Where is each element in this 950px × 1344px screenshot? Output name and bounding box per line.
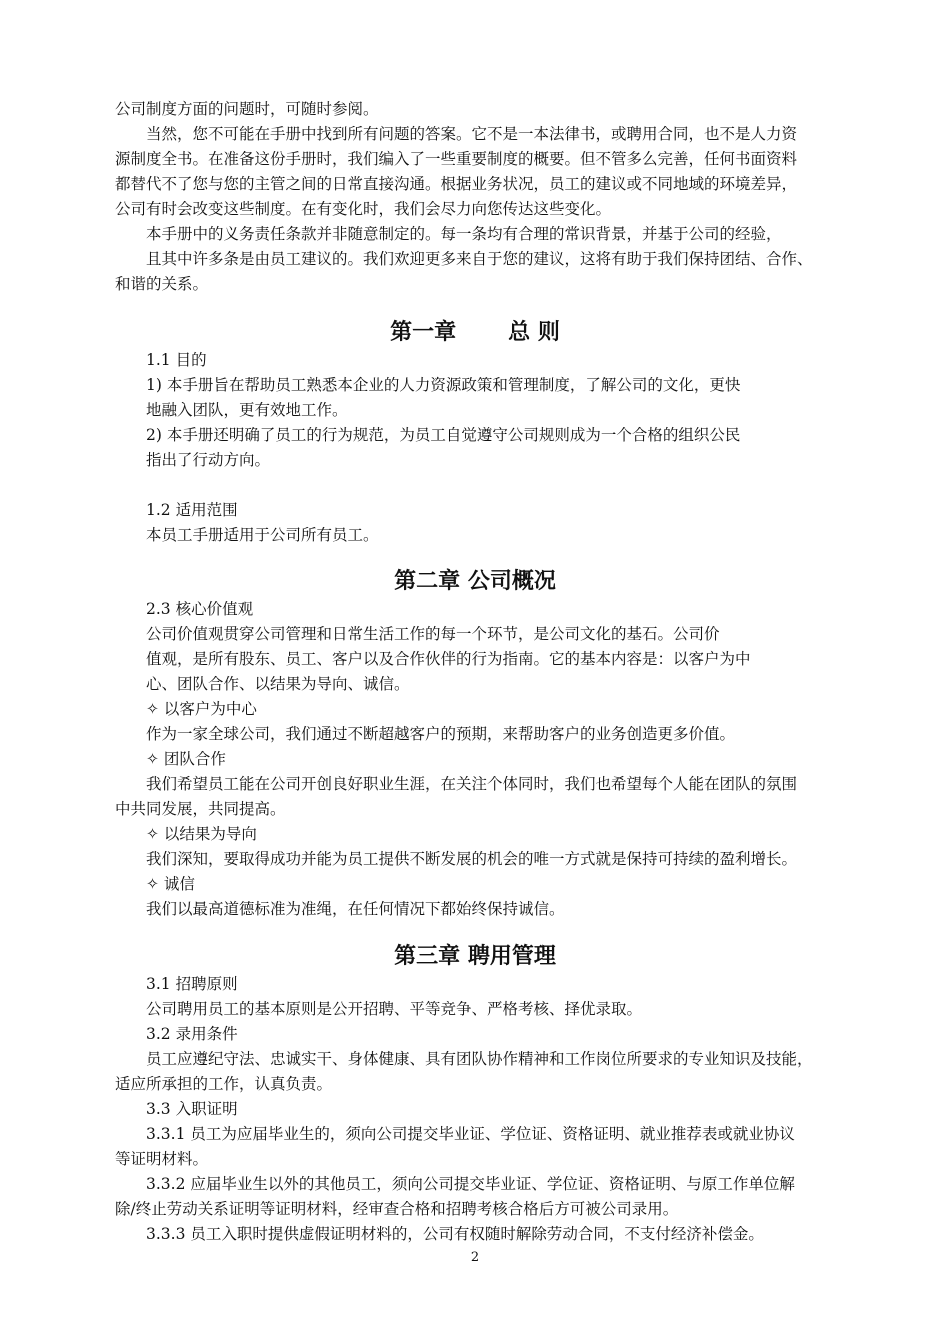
paragraph-line: 1) 本手册旨在帮助员工熟悉本企业的人力资源政策和管理制度，了解公司的文化，更快: [146, 376, 741, 394]
intro-line: 和谐的关系。: [115, 275, 209, 293]
paragraph-line: 地融入团队，更有效地工作。: [146, 401, 348, 419]
intro-line: 公司有时会改变这些制度。在有变化时，我们会尽力向您传达这些变化。: [115, 200, 612, 218]
section-heading: 1.2 适用范围: [146, 501, 238, 519]
chapter-1-name: 总 则: [508, 320, 560, 345]
intro-line: 都替代不了您与您的主管之间的日常直接沟通。根据业务状况，员工的建议或不同地域的环境差异，: [115, 175, 798, 193]
paragraph-line: 作为一家全球公司，我们通过不断超越客户的预期，来帮助客户的业务创造更多价值。: [146, 725, 736, 743]
paragraph-line: 指出了行动方向。: [146, 451, 271, 469]
chapter-1-number: 第一章: [390, 320, 457, 345]
paragraph-line: 我们深知，要取得成功并能为员工提供不断发展的机会的唯一方式就是保持可持续的盈利增长。: [146, 850, 798, 868]
section-heading: 1.1 目的: [146, 351, 207, 369]
paragraph-line: 3.3.1 员工为应届毕业生的，须向公司提交毕业证、学位证、资格证明、就业推荐表或就业协议: [146, 1125, 795, 1143]
intro-line: 当然，您不可能在手册中找到所有问题的答案。它不是一本法律书，或聘用合同，也不是人力资: [146, 125, 798, 143]
paragraph-line: 除/终止劳动关系证明等证明材料，经审查合格和招聘考核合格后方可被公司录用。: [115, 1200, 679, 1218]
chapter-3-heading: 第三章 聘用管理: [394, 944, 556, 969]
intro-line: 且其中许多条是由员工建议的。我们欢迎更多来自于您的建议，这将有助于我们保持团结、合作、: [146, 250, 813, 268]
paragraph-line: 公司价值观贯穿公司管理和日常生活工作的每一个环节，是公司文化的基石。公司价: [146, 625, 720, 643]
paragraph-line: 心、团队合作、以结果为导向、诚信。: [146, 675, 410, 693]
intro-line: 本手册中的义务责任条款并非随意制定的。每一条均有合理的常识背景，并基于公司的经验，: [146, 225, 782, 243]
section-heading: 2.3 核心价值观: [146, 600, 254, 618]
value-bullet: ✧ 以结果为导向: [146, 825, 257, 843]
paragraph-line: 3.3.3 员工入职时提供虚假证明材料的，公司有权随时解除劳动合同，不支付经济补偿金。: [146, 1225, 764, 1243]
paragraph-line: 3.3.2 应届毕业生以外的其他员工，须向公司提交毕业证、学位证、资格证明、与原工作单位解: [146, 1175, 795, 1193]
chapter-1-heading: [0, 318, 950, 348]
intro-line: 源制度全书。在准备这份手册时，我们编入了一些重要制度的概要。但不管多么完善，任何书面资料: [115, 150, 798, 168]
value-bullet: ✧ 诚信: [146, 875, 195, 893]
paragraph-line: 2) 本手册还明确了员工的行为规范，为员工自觉遵守公司规则成为一个合格的组织公民: [146, 426, 741, 444]
intro-line: 公司制度方面的问题时，可随时参阅。: [115, 100, 379, 118]
paragraph-line: 中共同发展，共同提高。: [115, 800, 286, 818]
paragraph-line: 本员工手册适用于公司所有员工。: [146, 526, 379, 544]
page-number: 2: [470, 1250, 480, 1265]
paragraph-line: 员工应遵纪守法、忠诚实干、身体健康、具有团队协作精神和工作岗位所要求的专业知识及技能，: [146, 1050, 813, 1068]
paragraph-line: 我们以最高道德标准为准绳，在任何情况下都始终保持诚信。: [146, 900, 565, 918]
section-heading: 3.3 入职证明: [146, 1100, 238, 1118]
value-bullet: ✧ 团队合作: [146, 750, 226, 768]
section-heading: 3.1 招聘原则: [146, 975, 238, 993]
chapter-2-heading: 第二章 公司概况: [394, 569, 556, 594]
paragraph-line: 值观，是所有股东、员工、客户以及合作伙伴的行为指南。它的基本内容是：以客户为中: [146, 650, 751, 668]
paragraph-line: 我们希望员工能在公司开创良好职业生涯，在关注个体同时，我们也希望每个人能在团队的氛围: [146, 775, 798, 793]
paragraph-line: 等证明材料。: [115, 1150, 209, 1168]
section-heading: 3.2 录用条件: [146, 1025, 238, 1043]
paragraph-line: 公司聘用员工的基本原则是公开招聘、平等竞争、严格考核、择优录取。: [146, 1000, 643, 1018]
value-bullet: ✧ 以客户为中心: [146, 700, 257, 718]
paragraph-line: 适应所承担的工作，认真负责。: [115, 1075, 333, 1093]
